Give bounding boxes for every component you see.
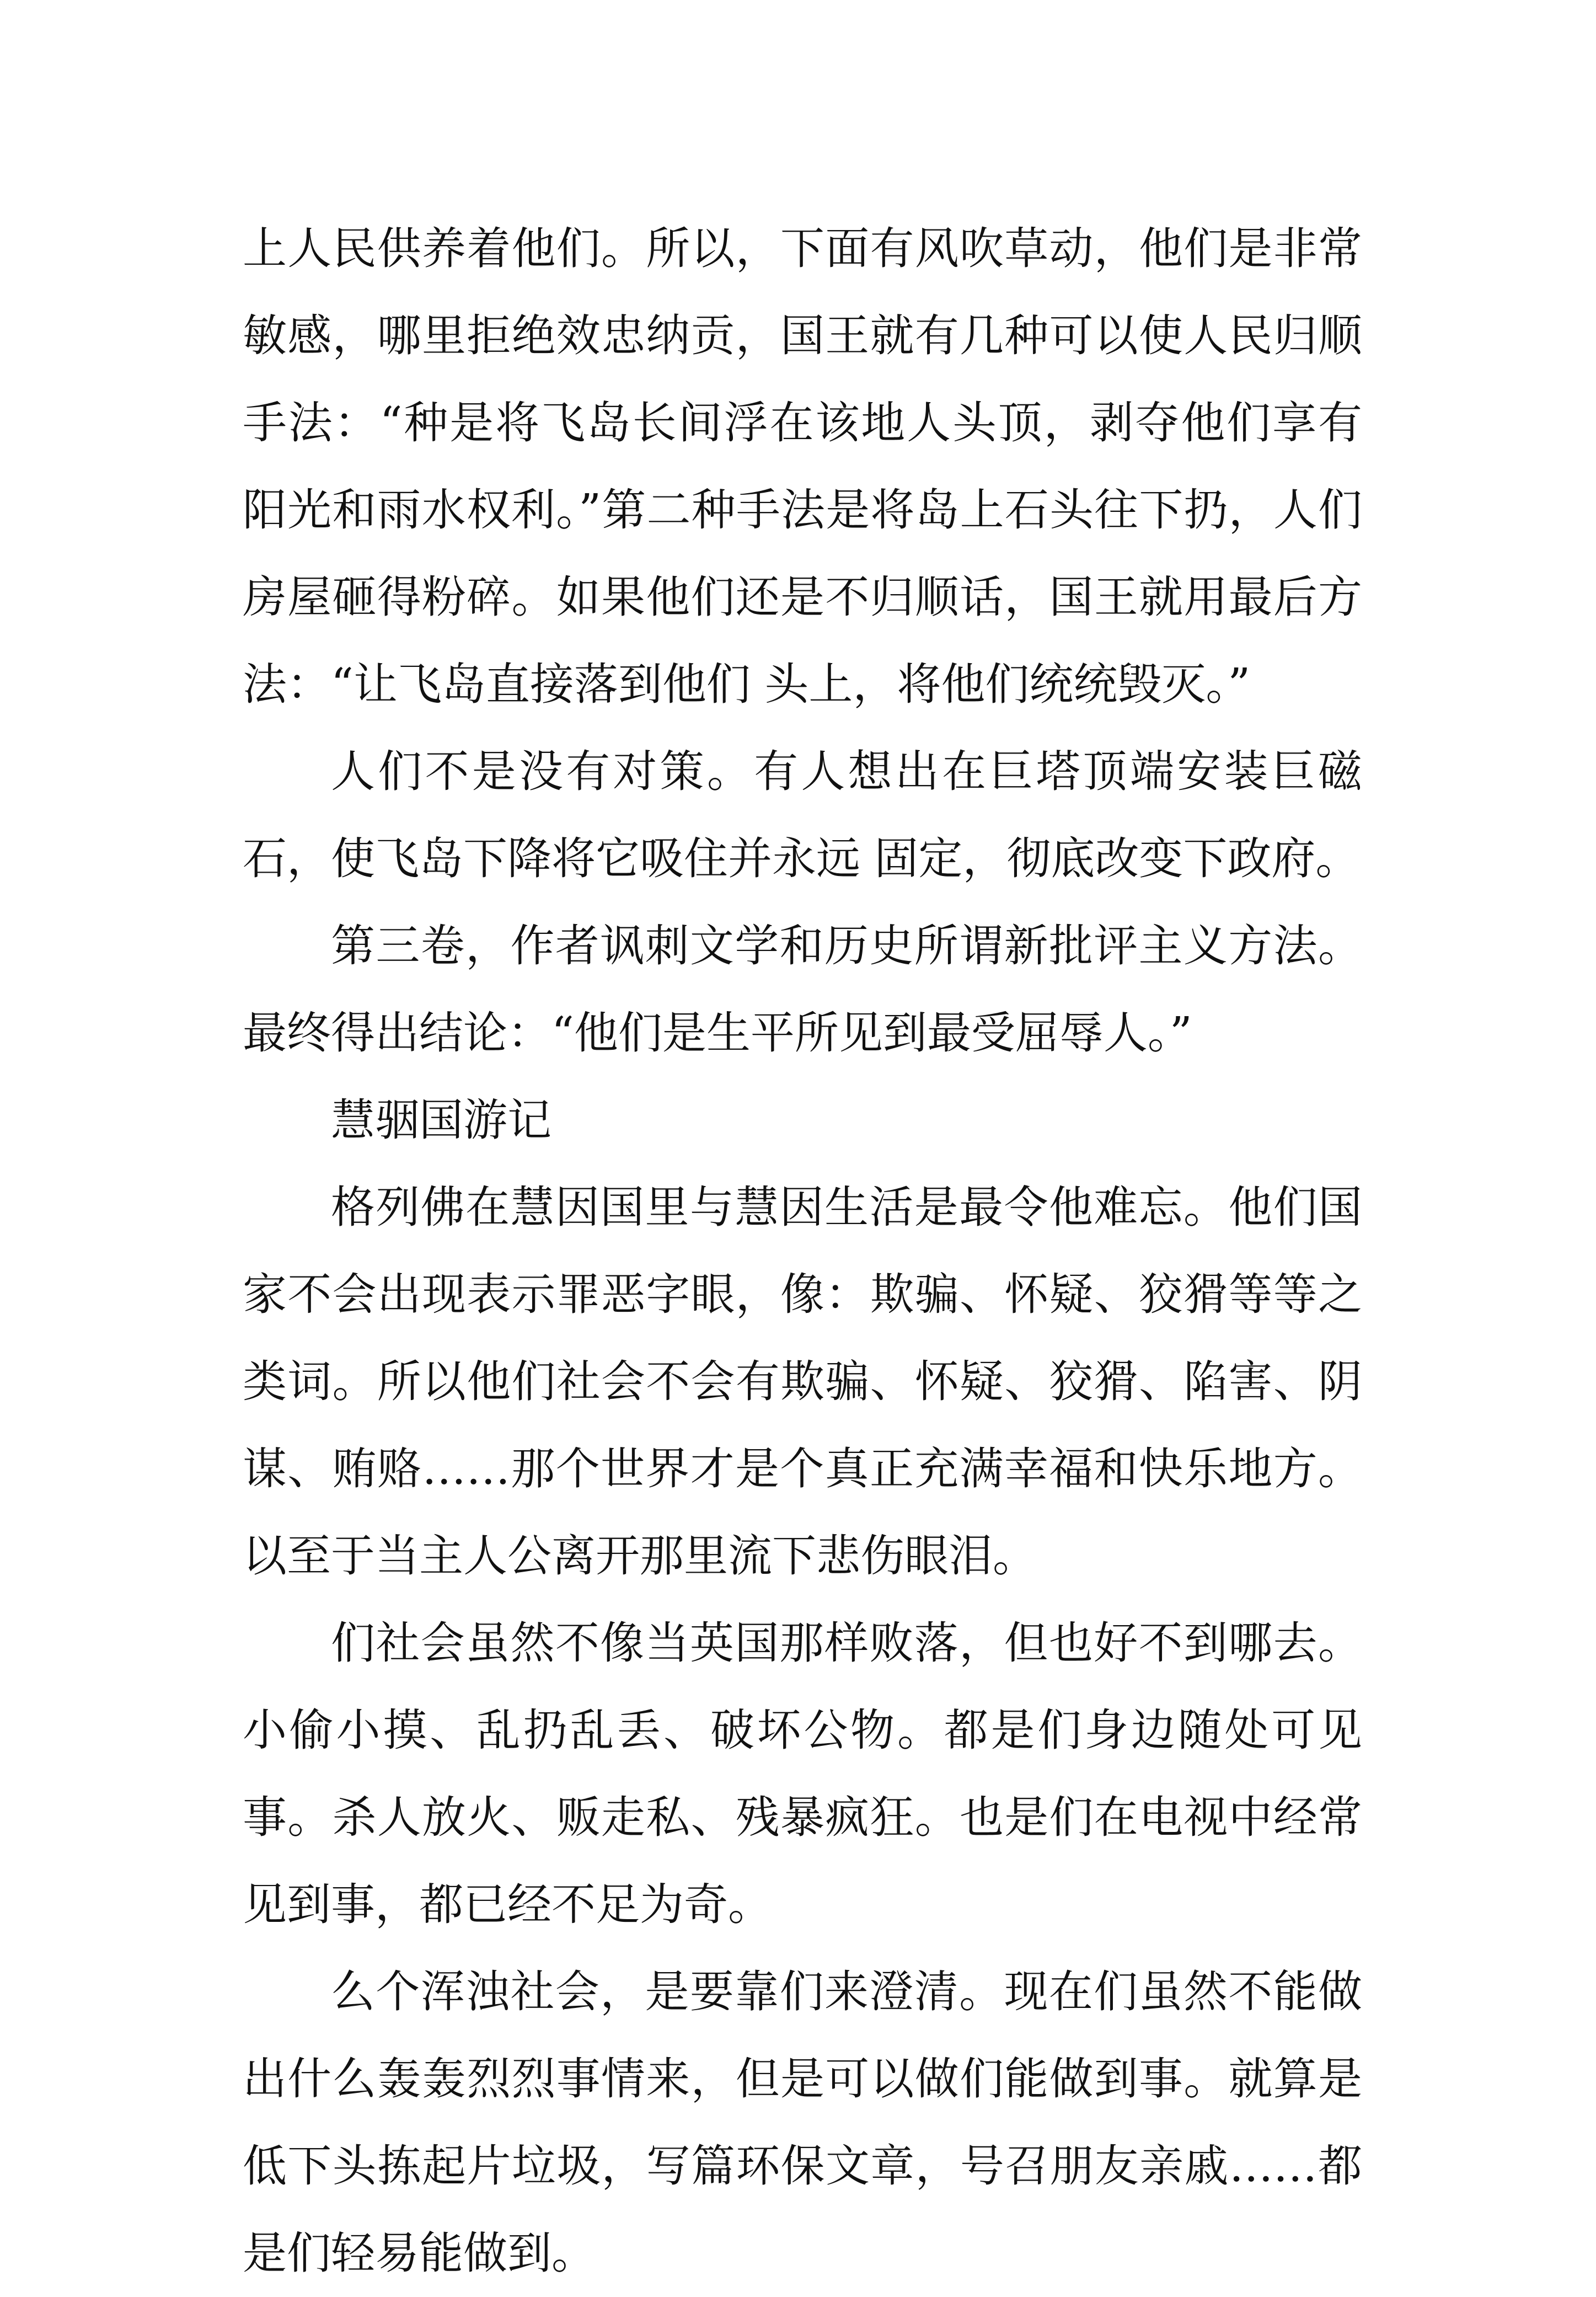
paragraph-4: 格列佛在慧因国里与慧因生活是最令他难忘。他们国家不会出现表示罪恶字眼，像：欺骗、怀疑、狡猾等等之类词。所以他们社会不会有欺骗、怀疑、狡猾、陷害、阴谋、贿赂……那个世界才是个真正充满幸福和快乐地方。以至于当主人公离开那里流下悲伤眼泪。	[243, 1182, 1362, 1582]
section-heading: 慧骃国游记	[331, 1094, 551, 1146]
paragraph-2: 人们不是没有对策。有人想出在巨塔顶端安装巨磁石，使飞岛下降将它吸住并永远 固定，彻底改变下政府。	[243, 746, 1362, 884]
paragraph-1: 上人民供养着他们。所以，下面有风吹草动，他们是非常敏感，哪里拒绝效忠纳贡，国王就有几种可以使人民归顺手法：“种是将飞岛长间浮在该地人头顶，剥夺他们享有阳光和雨水权利。”第二种手法是将岛上石头往下扔，人们房屋砸得粉碎。如果他们还是不归顺话，国王就用最后方法：“让飞岛直接落到他们 头上，将他们统统毁灭。”	[243, 223, 1362, 710]
paragraph-3: 第三卷，作者讽刺文学和历史所谓新批评主义方法。最终得出结论：“他们是生平所见到最受屈辱人。”	[243, 920, 1362, 1059]
paragraph-5: 们社会虽然不像当英国那样败落，但也好不到哪去。小偷小摸、乱扔乱丢、破坏公物。都是们身边随处可见事。杀人放火、贩走私、残暴疯狂。也是们在电视中经常见到事，都已经不足为奇。	[243, 1617, 1362, 1930]
paragraph-6: 么个浑浊社会，是要靠们来澄清。现在们虽然不能做出什么轰轰烈烈事情来，但是可以做们能做到事。就算是低下头拣起片垃圾，写篇环保文章，号召朋友亲戚……都是们轻易能做到。	[243, 1966, 1362, 2279]
document-body	[243, 205, 1362, 2297]
